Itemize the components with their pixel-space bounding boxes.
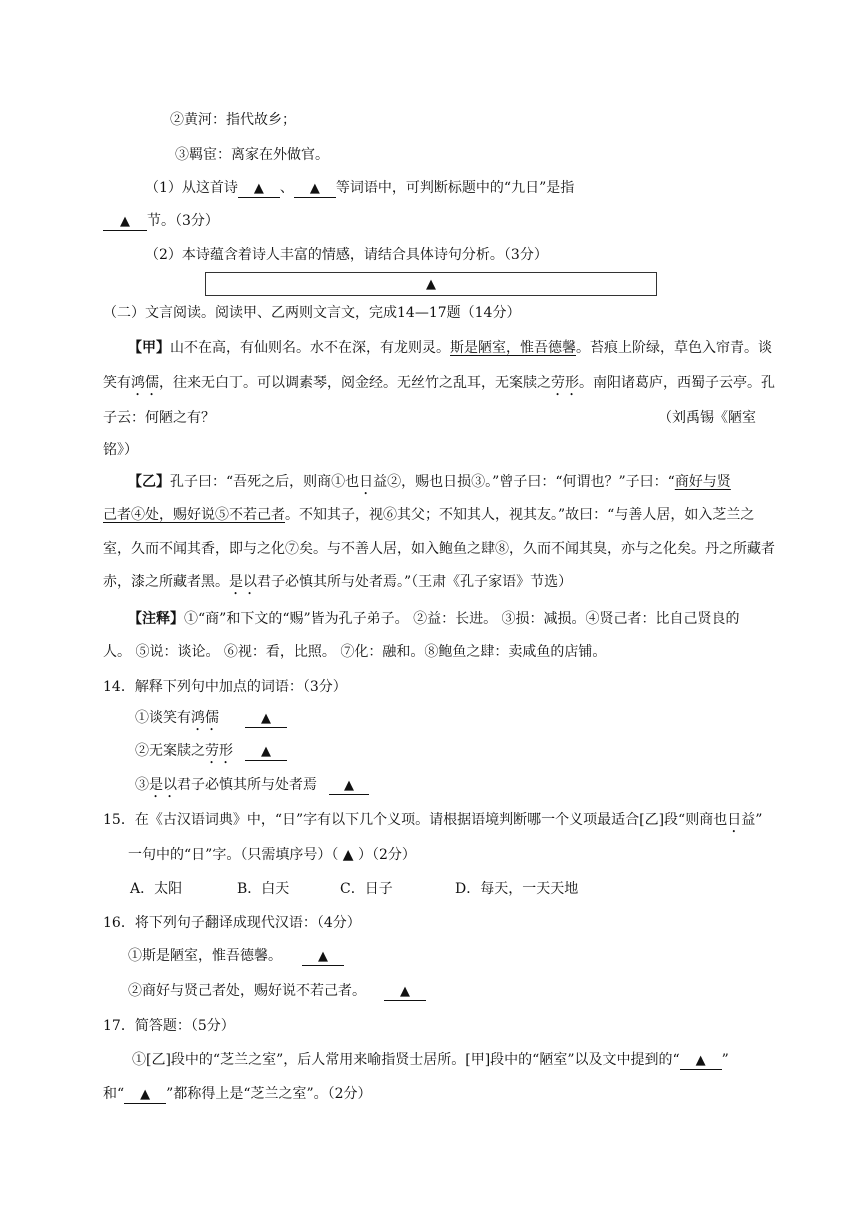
answer-blank[interactable]: ▲ [384,983,426,1001]
jia-source-cont: 铭》） [103,442,138,458]
yi-line-1: 【乙】孔子曰：“吾死之后，则商①也日益②，赐也日损③。”曾子曰：“何谓也？”子曰：“商好与贤 [128,474,731,490]
section-title: （二）文言阅读。阅读甲、乙两则文言文，完成14—17题（14分） [103,305,521,321]
q17-line-2: 和“ ▲ ”都称得上是“芝兰之室”。（2分） [103,1086,372,1102]
q14-title: 14．解释下列句中加点的词语：（3分） [103,679,347,695]
q17-line-1: ①[乙]段中的“芝兰之室”，后人常用来喻指贤士居所。[甲]段中的“陋室”以及文中提到的“ ▲ ” [132,1052,729,1068]
answer-blank[interactable]: ▲ [245,743,287,761]
q13-part1: （1）从这首诗 ▲ 、 ▲ 等词语中，可判断标题中的“九日”是指 [145,180,575,196]
q15-line-2: 一句中的“日”字。（只需填序号）（ ▲ ）（2分） [128,847,416,863]
q13-part1-cont: ▲ 节。（3分） [103,211,219,231]
answer-blank[interactable]: ▲ [329,777,369,795]
q13-part2: （2）本诗蕴含着诗人丰富的情感，请结合具体诗句分析。（3分） [145,247,548,263]
q15-option-d: D．每天，一天天地 [455,881,579,897]
note-2: ②黄河：指代故乡； [170,112,296,128]
q17-title: 17．简答题：（5分） [103,1018,235,1034]
answer-blank[interactable]: ▲ [302,948,344,966]
q16-item-2: ②商好与贤己者处，赐好说不若己者。 ▲ [128,981,426,1001]
jia-line-1: 【甲】山不在高，有仙则名。水不在深，有龙则灵。斯是陋室，惟吾德馨。苔痕上阶绿，草色入帘青。谈 [128,340,772,356]
answer-blank[interactable]: ▲ [294,180,336,198]
jia-source: （刘禹锡《陋室 [658,410,756,426]
answer-blank[interactable]: ▲ [238,180,280,198]
yi-line-4: 赤，漆之所藏者黑。是以君子必慎其所与处者焉。”（王肃《孔子家语》节选） [103,574,573,590]
annotation-line-1: 【注释】①“商”和下文的“赐”皆为孔子弟子。 ②益：长进。 ③损：减损。④贤己者：比自己贤良的 [128,611,740,627]
answer-blank[interactable]: ▲ [680,1052,722,1070]
answer-blank[interactable]: ▲ [245,710,287,728]
q15-option-a: A．太阳 [130,881,183,897]
q15-option-b: B．白天 [237,881,290,897]
jia-line-2: 笑有鸿儒，往来无白丁。可以调素琴，阅金经。无丝竹之乱耳，无案牍之劳形。南阳诸葛庐，西蜀子云亭。孔 [103,375,775,391]
q14-item-2: ②无案牍之劳形 ▲ [135,741,287,767]
jia-line-3: 子云：何陋之有？ [103,410,215,426]
yi-line-3: 室，久而不闻其香，即与之化⑦矣。与不善人居，如入鲍鱼之肆⑧，久而不闻其臭，亦与之化矣。丹之所藏者 [103,541,775,557]
q14-item-1: ①谈笑有鸿儒 ▲ [135,708,287,734]
annotation-line-2: 人。 ⑤说：谈论。 ⑥视：看，比照。 ⑦化：融和。⑧鲍鱼之肆：卖咸鱼的店铺。 [103,644,607,660]
answer-box[interactable]: ▲ [205,272,657,296]
q15-option-c: C．日子 [340,881,393,897]
q16-title: 16．将下列句子翻译成现代汉语：（4分） [103,915,361,931]
note-3: ③羁宦：离家在外做官。 [175,147,329,163]
q14-item-3: ③是以君子必慎其所与处者焉 ▲ [135,775,369,801]
answer-blank[interactable]: ▲ [124,1086,166,1104]
answer-blank[interactable]: ▲ [103,213,147,231]
q16-item-1: ①斯是陋室，惟吾德馨。 ▲ [128,946,344,966]
yi-line-2: 己者④处，赐好说⑤不若己者。不知其子，视⑥其父；不知其人，视其友。”故曰：“与善人居，如入芝兰之 [103,507,755,523]
q15-line-1: 15．在《古汉语词典》中，“日”字有以下几个义项。请根据语境判断哪一个义项最适合[乙]段“则商也日益” [103,812,763,828]
